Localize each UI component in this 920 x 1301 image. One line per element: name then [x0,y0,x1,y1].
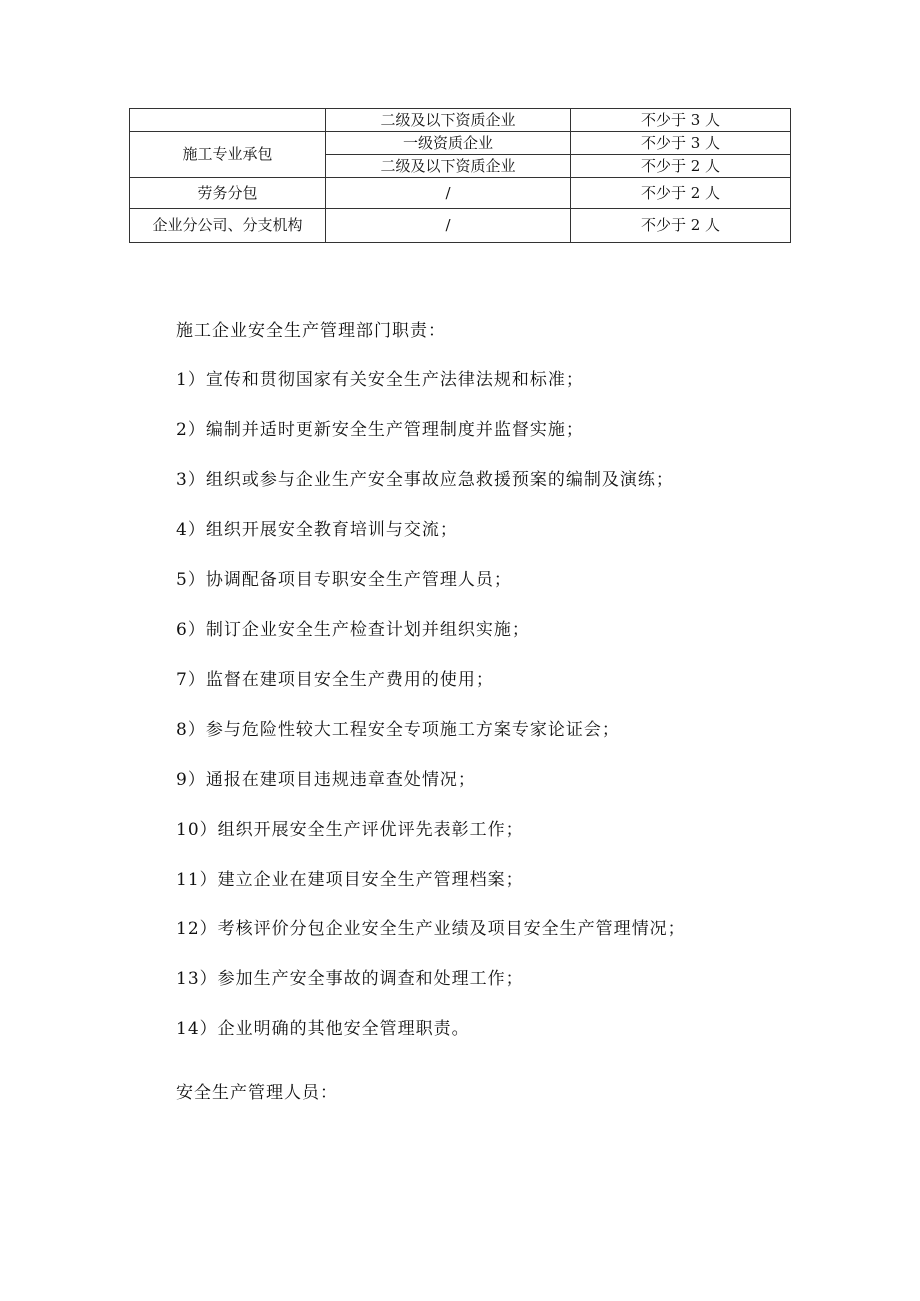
table-cell-category [130,109,326,132]
table-row [130,132,791,155]
list-item: 2）编制并适时更新安全生产管理制度并监督实施； [176,420,584,440]
list-item: 9）通报在建项目违规违章查处情况； [176,770,476,790]
table-cell-qualification: 二级及以下资质企业 [326,109,571,132]
list-item: 5）协调配备项目专职安全生产管理人员； [176,570,512,590]
list-item: 11）建立企业在建项目安全生产管理档案； [176,870,524,890]
section-heading-safety-personnel: 安全生产管理人员： [176,1083,338,1103]
list-item: 10）组织开展安全生产评优评先表彰工作； [176,820,524,840]
list-item: 4）组织开展安全教育培训与交流； [176,520,458,540]
table-cell-requirement: 不少于 3 人 [571,109,791,132]
list-item: 1）宣传和贯彻国家有关安全生产法律法规和标准； [176,370,584,390]
table-cell-qualification: / [326,209,571,243]
list-item: 8）参与危险性较大工程安全专项施工方案专家论证会； [176,720,620,740]
table-row [130,109,791,132]
table-cell-category: 企业分公司、分支机构 [130,209,326,243]
table-row [130,209,791,243]
table-cell-qualification: 一级资质企业 [326,132,571,155]
list-item: 7）监督在建项目安全生产费用的使用； [176,670,494,690]
table-cell-category: 劳务分包 [130,178,326,209]
table-cell-qualification: 二级及以下资质企业 [326,155,571,178]
section-heading-department-duties: 施工企业安全生产管理部门职责： [176,321,446,341]
list-item: 12）考核评价分包企业安全生产业绩及项目安全生产管理情况； [176,919,686,939]
list-item: 3）组织或参与企业生产安全事故应急救援预案的编制及演练； [176,470,674,490]
staffing-requirements-table [129,108,791,243]
table-cell-qualification: / [326,178,571,209]
list-item: 13）参加生产安全事故的调查和处理工作； [176,969,524,989]
table-cell-requirement: 不少于 2 人 [571,155,791,178]
list-item: 14）企业明确的其他安全管理职责。 [176,1019,470,1039]
list-item: 6）制订企业安全生产检查计划并组织实施； [176,620,530,640]
table-cell-category: 施工专业承包 [130,132,326,178]
table-cell-requirement: 不少于 2 人 [571,209,791,243]
table-cell-requirement: 不少于 3 人 [571,132,791,155]
table-row [130,178,791,209]
table-cell-requirement: 不少于 2 人 [571,178,791,209]
